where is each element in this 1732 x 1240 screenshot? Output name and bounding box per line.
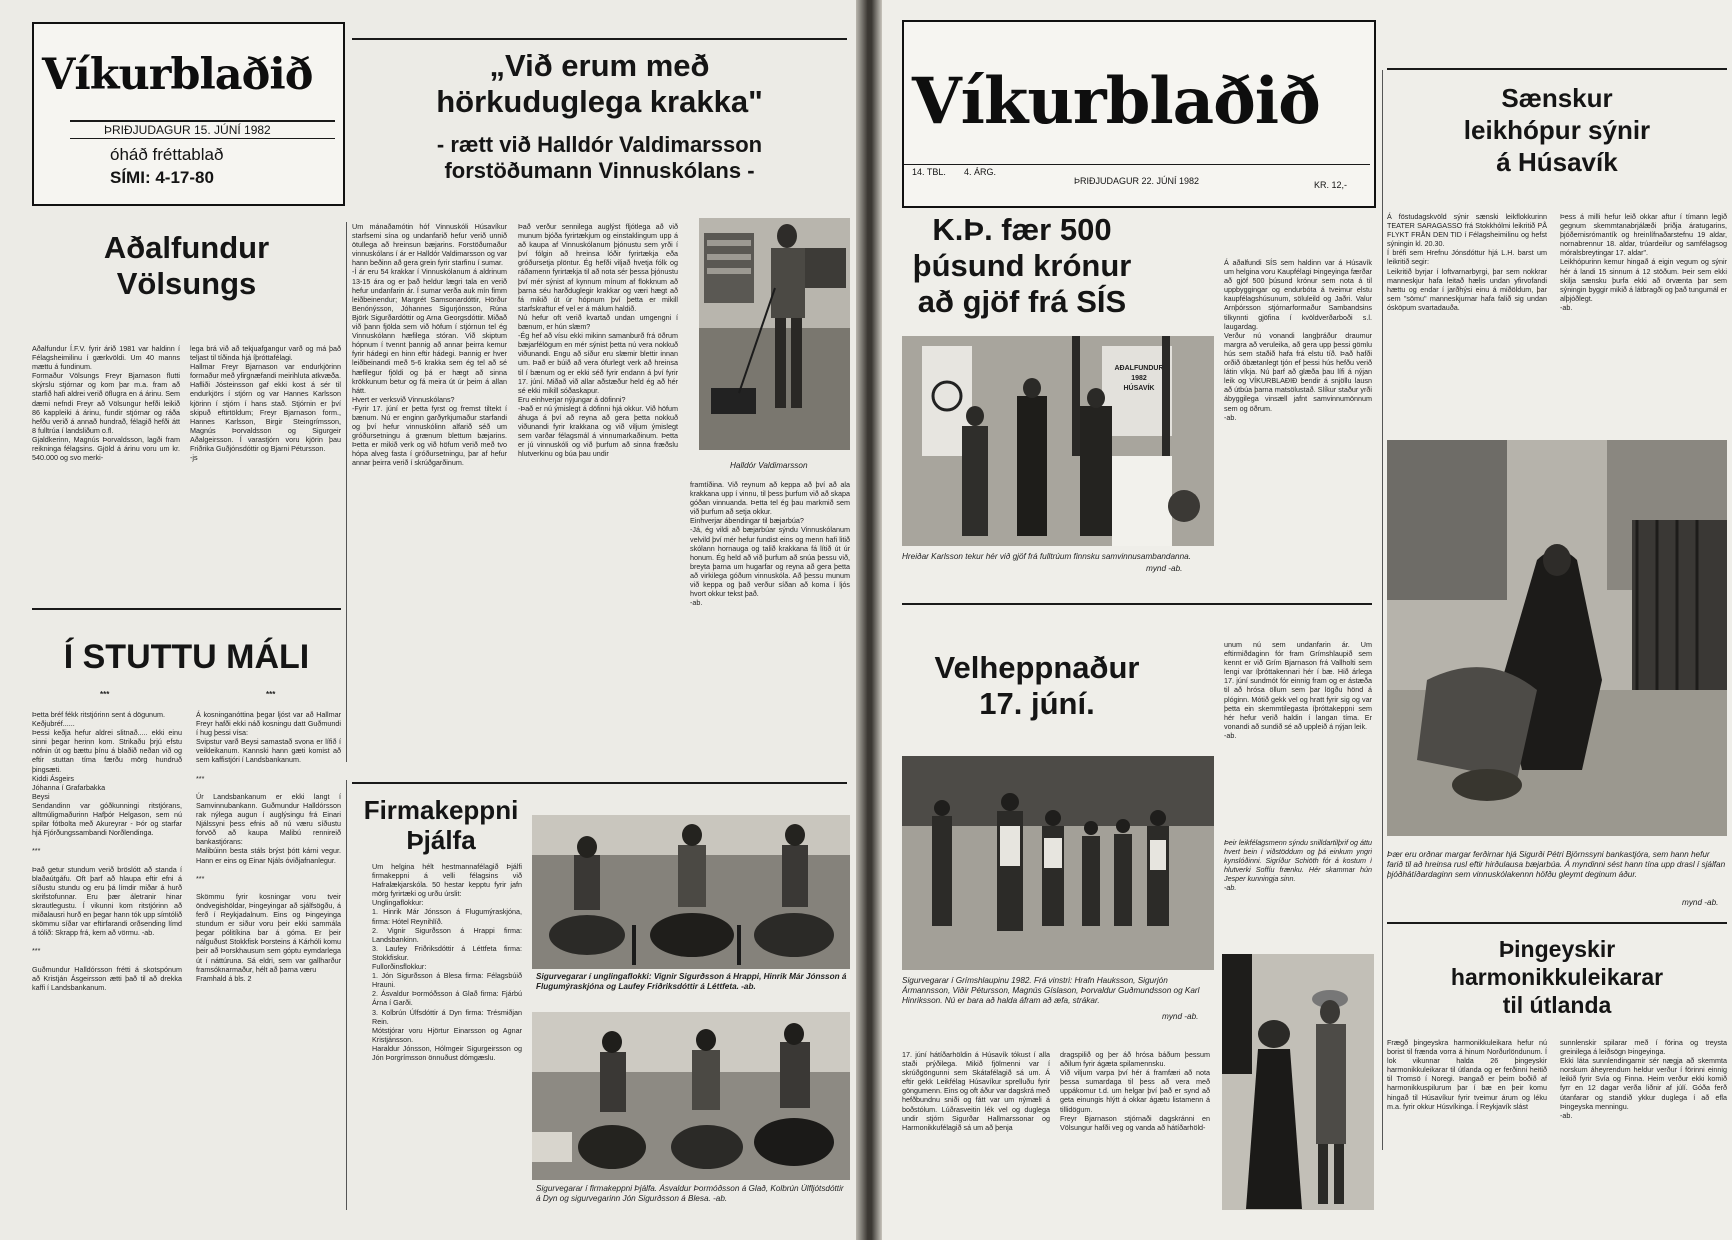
- velheppnadur-col-right-italic: Þeir leikfélagsmenn sýndu snilldartilþrif og áttu hvert bein í viðstöddum og þá einkum yngri kynslóðinni. Sigríður Schiöth fór á kostum í hlutverki Soffíu frænku. Hér skammar hún Jesper kunningja sinn. -ab.: [1224, 838, 1372, 893]
- masthead-right: [902, 20, 1376, 208]
- stutt-stars: ***: [100, 690, 110, 699]
- column-rule: [346, 780, 347, 1210]
- top-rule: [1387, 68, 1727, 70]
- kth-col: Á aðalfundi SÍS sem haldinn var á Húsavík um helgina voru Kaupfélagi Þingeyinga færðar að gjöf 500 þúsund krónur sem nota á til uppbyggingar og endurbóta á tveimur elstu kaupfélagshúsunum, söluleild og Jaðri. Valur Arnþórsson stjórnarformaður Sambandsins tilkynnti gjöfina í kvöldverðarboði s.l. laugardag. Verður nú vonandi langþráður draumur margra að veruleika, að gera upp þessi gömlu hús sem staðið hafa frá elstu tíð. Það hafði orðið óbætanlegt tjón ef þessi hús hefðu verið látin víkja. Nú þarf að glæða þau lífi á nýjan leik og VÍKURBLAÐIÐ bendir á snjöllu lausn að útbúa þarna matsölustað. Slíkur staður yrði ábyggilega vinsæll jafnt samvinnumönnum sem og öðrum. -ab.: [1224, 258, 1372, 422]
- sis-gift-photo: [902, 336, 1214, 546]
- masthead-rule: [70, 120, 335, 122]
- saenskur-headline: Sænskur leikhópur sýnir á Húsavík: [1463, 83, 1651, 177]
- masthead-left: [32, 22, 345, 206]
- harmonikka-headline: Þingeyskir harmonikkuleikarar til útlanda: [1450, 936, 1664, 1018]
- velheppnadur-bottom-col-1: 17. júní hátíðarhöldin á Húsavík tókust í alla staði prýðilega. Mikið fjölmenni var í skrúðgöngunni sem Skátafélagið sá um. Á eftir gekk Leikfélag Húsavíkur sprelluðu fyrir göngumenn. Eins og oft áður var dagskrá með hefðbundnu sniði og fátt var um nýmæli á boðstólum. Lúðrasveitin lék vel og duglega undir stjórn Sigurðar Hallmarssonar og Harmonikkufélagið sá um að þenja: [902, 1050, 1050, 1132]
- spread-gutter: [856, 0, 882, 1240]
- interview-col-3: framtíðina. Við reynum að keppa að því að ala krakkana upp í vinnu, til þess þurfum við að skapa góðan vinnuanda. Þetta tel ég þau markmið sem við þurfum að setja okkur. Einhverjar ábendingar til bæjarbúa? -Já, ég vildi að bæjarbúar sýndu Vinnuskólanum velvild því mér hefur fundist eins og menn hafi litið skólann hornauga og talið krakkana fá lítið út úr honum. Ég held að við þurfum að snúa þessu við, breyta þarna um hugarfar og reyna að gera þetta að virkilega góðum vinnuskóla. Að þessu munum við keppa og það verður síðan að koma í ljós hvort okkur tekst það. -ab.: [690, 480, 850, 608]
- firmakeppni-col: Um helgina hélt hestmannafélagið Þjálfi firmakeppni á velli félagsins við Hafralækjarskóla. 50 hestar kepptu fyrir jafn mörg fyrirtæki og urðu úrslit: Unglingaflokkur: 1. Hinrik Már Jónsson á Flugumýraskjóna, firma: Hótel Reynihlíð. 2. Vignir Sigurðsson á Hrappi firma: Landsbankinn. 3. Laufey Friðriksdóttir á Léttfeta firma: Stokkfiskur. Fullorðinsflokkur: 1. Jón Sigurðsson á Blesa firma: Félagsbúið Hrauni. 2. Ásvaldur Þormóðsson á Glað firma: Fjárbú Árna í Garði. 3. Kolbrún Úlfsdóttir á Dyn firma: Trésmiðjan Rein. Mótstjórar voru Hjörtur Einarsson og Agnar Kristjánsson. Haraldur Jónsson, Hólmgeir Sigurgeirsson og Jón Þorgrímsson önnuðust dómgæslu.: [372, 862, 522, 1062]
- volsungur-col-2: lega brá við að tekjuafgangur varð og má það teljast til tíðinda hjá íþróttafélagi. Hallmar Freyr Bjarnason var endurkjörinn formaður með yfirgnæfandi meirihluta atkvæða. Hafliði Jósteinsson gaf ekki kost á sér til endurkjörs í stjórn og var Hannes Karlsson kjörinn í stjórn í hans stað. Stjórnin er því skipuð eftirtöldum; Freyr Bjarnason form., Hannes Karlsson, Birgir Steingrímsson, Magnús Þorvaldsson og Sigurgeir Aðalgeirsson. Í varastjórn voru kjörin þau Friðrika Guðjónsdóttir og Bjarni Pétursson. -js: [190, 344, 341, 463]
- halldor-photo-caption: Halldór Valdimarsson: [730, 461, 808, 470]
- volsungur-col-1: Aðalfundur Í.F.V. fyrir árið 1981 var haldinn í Félagsheimilinu í gærkvöldi. Um 40 manns mættu á fundinum. Formaður Völsungs Freyr Bjarnason flutti skýrslu stjórnar og kom þar m.a. fram að starfið hafi aldrei verið öflugra en á árinu. Sem dæmi nefndi Freyr að Völsungur hefði leikið 86 kappleiki á árinu, fundir stjórnar og ráða hefðu verið á annað hundrað, félagið hefði átt 8 fulltrúa í landsliðum o.fl. Gjaldkerinn, Magnús Þorvaldsson, lagði fram reikninga félagsins. Gjöld á árinu voru um kr. 540.000 og svo merki-: [32, 344, 180, 463]
- section-rule: [1387, 922, 1727, 924]
- sis-banner-text: AÐALFUNDUR 1982 HÚSAVÍK: [1114, 365, 1164, 392]
- grimshlaup-credit: mynd -ab.: [1162, 1012, 1199, 1021]
- masthead-tagline: óháð fréttablað: [110, 145, 224, 164]
- masthead-phone: SÍMI: 4-17-80: [110, 168, 214, 187]
- interview-col-2: Það verður sennilega auglýst fljótlega að við munum bjóða fyrirtækjum og einstaklingum upp á að kaupa af Vinnuskólanum þjónustu sem yrði í því fólgin að hreinsa lóðir fyrirtækja eða gróðursetja plöntur. Ég hefði viljað hvetja fólk og ráðamenn fyrirtækja til að nota sér þessa þjónustu því mér sýnist af kynnum mínum af flokknum að þarna séu harðduglegir krakkar og væri hægt að fá mikið út úr hópnum því þetta er mikill starfskraftur ef vel er á málum haldið. Nú hefur oft verið kvartað undan umgengni í bænum, er hún slæm? -Ég hef að vísu ekki mikinn samanburð frá öðrum bæjarfélögum en mér sýnist þetta nú vera nokkuð viðunandi. Engu að síður eru slæmir blettir innan um. Það er búið að vera ófurlegt verk að hreinsa til í bænum og er ekki séð fyrir endann á því fyrir 17. júní. Miðað við allar aðstæður held ég að hér sé ekki mikill sóðaskapur. Eru einhverjar nýjungar á döfinni? -Það er nú ýmislegt á döfinni hjá okkur. Við höfum áhuga á því að reyna að gera þetta nokkuð viðunandi fyrir krakkana og við viljum ýmislegt sem varðar félagsmál á vinnumarkaðinum. Þetta er jú vinnuskóli og við þurfum að sinna fræðslu hlutverkinu og búa þau undir: [518, 222, 678, 459]
- bankastjori-caption: Þær eru orðnar margar ferðirnar hjá Sigurði Pétri Björnssyni bankastjóra, sem hann hefur farið til að hreinsa rusl eftir hirðulausa bæjarbúa. Á myndinni sést hann tína upp drasl í sjálfan þjóðhátíðardaginn sem vinnuskólakennn höfðu gleymt deginum áður.: [1387, 850, 1726, 879]
- interview-headline: „Við erum með hörkuduglega krakka": [436, 48, 763, 119]
- kth-headline: K.Þ. fær 500 þúsund krónur að gjöf frá SÍS: [912, 212, 1132, 319]
- masthead-year: 4. ÁRG.: [964, 167, 997, 177]
- velheppnadur-bottom-col-2: dragspilið og þer áð hrósa báðum þessum aðilum fyrir ágæta spilamennsku. Við viljum varpa því hér á framfæri að nota þessa sumardaga til þess að vera með uppákomur t.d. um helgar því það er synd að geta einungis hlýtt á okkar ágætu listamenn á tillidögum. Freyr Bjarnason stjórnaði dagskránni en Völsungur hafði veg og vanda að hátíðarhöld-: [1060, 1050, 1210, 1132]
- stutt-stars: ***: [266, 690, 276, 699]
- harmonikka-col-2: sunnlenskir spilarar með í förina og treysta greinilega á leiðsögn Þingeyinga. Ekki láta sunnlendingarnir sér nægja að skemmta norskum áheyrendum heldur verður í förinni einnig leikið fyrir Svía og Finna. Heim verður ekki komið fyrr en 12 dagar verða liðnir af júlí. Góða ferð útanfarar og standið ykkur duglega í að efla Þingeyska menningu. -ab.: [1560, 1038, 1727, 1120]
- column-rule: [1382, 70, 1383, 1150]
- masthead-logo: Víkurblaðið: [912, 64, 1320, 139]
- column-rule: [346, 222, 347, 762]
- section-rule: [902, 603, 1372, 605]
- velheppnadur-headline: Velheppnaður 17. júní.: [934, 650, 1140, 721]
- bankastjori-credit: mynd -ab.: [1682, 898, 1719, 907]
- firmakeppni-headline: Firmakeppni Þjálfa: [363, 795, 519, 855]
- stutt-col-1: Þetta bréf fékk ritstjórinn sent á dögunum. Keðjubréf...... Þessi keðja hefur aldrei slitnað..... ekki einu sinni þegar herinn kom. Strikaðu þrjú efstu nöfnin út og bættu þínu á blaðið neðan við og eftir stuttan tíma færðu mörg hundruð þingsæti. Kiddi Ásgeirs Jóhanna í Grafarbakka Beysi Sendandinn var góðkunningi ritstjórans, alltmúligmaðurinn Hafþór Helgason, sem nú spilar fótbolta með Akureyrar - Þór og starfar hjá Fjórðungssambandi Norðlendinga. *** Það getur stundum verið bröslótt að standa í blaðaútgáfu. Oft þarf að hlaupa eftir efni á síðustu stundu og eru þá límdir miðar á hurð skrifstofunnar. Eru þær áletranir hinar skrautlegustu. Í vikunni kom ritstjórinn að miðalausri hurð en þegar hann tók upp símtólið skömmu síðar var eftirfarandi orðsending límd á tólið: Skrapp frá, kem að vörmu. -ab. *** Guðmundur Halldórsson frétti á skotspónum að Kristján Ásgeirsson ætti það til að drekka kaffi í Landsbankanum.: [32, 710, 182, 992]
- velheppnadur-col-right: unum nú sem undanfarin ár. Um eftirmiðdaginn fór fram Grímshlaupið sem kennt er við Grím Bjarnason frá Vallholti sem lengi var íþróttakennari hér í bæ. Hið árlega 17. júní sundmót fór einnig fram og er ástæða til að hrósa öllum sem þar lögðu hönd á plóginn. Mótið gekk vel og hratt fyrir sig og var þetta ein skemmtilegasta íþróttakeppni sem hér hefur verið haldin í langan tíma. Er vonandi að sundið sé að uppleið á nýjan leik. -ab.: [1224, 640, 1372, 740]
- riders-photo-2: [532, 1012, 850, 1180]
- interview-col-1: Um mánaðamótin hóf Vinnuskóli Húsavíkur starfsemi sína og undanfarið hefur verið unnið ötullega að hreinsun bæjarins. Forstöðumaður vinnuskólans í ár er Halldór Valdimarsson og var hann beðinn að gera grein fyrir starfinu í sumar. -Í ár eru 54 krakkar í Vinnuskólanum á aldrinum 13-15 ára og er það heldur lægri tala en verið hefur undanfarin ár. Í sumar verða auk mín fimm leiðbeinendur; Margrét Samsonardóttir, Hörður Benónýsson, Jóhannes Sigurjónsson, Rúna Björk Sigurðardóttir og Arna Georgsdóttir. Miðað við þann fjölda sem við höfum í stjórnun tel ég Vinnuskólann hæfilega stóran. Við skiptum hópnum í tvennt þannig að annar þeirra kemur fyrir hádegi en hinn eftir hádegi. Þannig er hver leiðbeinandi með 5-6 krakka sem ég tel að sé hæfilegur fjöldi og þá er hægt að sinna krökkunum betur og fá meira út úr þeim á allan hátt. Hvert er verksvið Vinnuskólans? -Fyrir 17. júní er þetta fyrst og fremst tiltekt í bænum. Nú er enginn garðyrkjumaður starfandi og því hefur vinnuskólinn alfarið séð um gróðursetningu á grænum blettum bæjarins. Þetta er mikið verk og við höfum verið með tvo hópa alveg fasta í gróðursetningu, þar af hefur annar þeirra verið í skrúðgarðinum.: [352, 222, 507, 468]
- masthead-date: ÞRIÐJUDAGUR 22. JÚNÍ 1982: [1074, 176, 1200, 186]
- masthead-date: ÞRIÐJUDAGUR 15. JÚNÍ 1982: [104, 123, 271, 137]
- riders-photo-2-caption: Sigurvegarar í firmakeppni Þjálfa. Ásvaldur Þormóðsson á Glað, Kolbrún Úlfljótsdóttir á Dyn og sigurvegarinn Jón Sigurðsson á Blesa. -ab.: [536, 1184, 844, 1203]
- grimshlaup-photo: [902, 756, 1214, 970]
- grimshlaup-caption: Sigurvegarar í Grímshlaupinu 1982. Frá vinstri: Hrafn Hauksson, Sigurjón Ármannsson, Viðir Pétursson, Magnús Gíslason, Þorvaldur Guðmundsson og Karl Hinriksson. Nú er bara að halda áfram að æfa, strákar.: [902, 976, 1200, 1005]
- masthead-price: KR. 12,-: [1314, 180, 1348, 190]
- sis-gift-caption: Hreiðar Karlsson tekur hér við gjöf frá fulltrúum finnsku samvinnusambandanna.: [902, 552, 1191, 561]
- left-page: [0, 0, 856, 1240]
- volsungur-headline: Aðalfundur Völsungs: [103, 230, 270, 301]
- leikfelag-photo: [1222, 954, 1374, 1210]
- interview-subheadline: - rætt við Halldór Valdimarsson forstöðumann Vinnuskólans -: [436, 132, 763, 183]
- stutt-col-2: Á kosninganóttina þegar ljóst var að Hallmar Freyr hafði ekki náð kosningu datt Guðmundi í hug þessi vísa: Svipstur varð Beysi samastað svona er lífið í veikleikanum. Kannski hann gæti komist að sem kaffistjóri í Landsbankanum. *** Úr Landsbankanum er ekki langt í Samvinnubankann. Guðmundur Halldórsson rak nýlega augun í auglýsingu frá Einari Njálssyni þess efnis að nú væru síðustu forvöð að kaupa Malibú rennireið bankastjórans: Malibúinn besta stáls brýst þótt kárni vegur. Hann er eins og Einar Njáls óviðjafnanlegur. *** Skömmu fyrir kosningar voru tveir öndvegishöldar, Þingeyingar að sjálfsögðu, á ferð í Reykjadalnum. Eins og Þingeyinga stundum er siður voru þeir ekki sammála þegar pólitíkina bar á góma. Er þeir nálguðust Stokkfisk Þorsteins á Kárhóli komu þeir að Þorskhausum sem góptu eymdarlega út í náttúruna. Sá eldri, sem var gallharður framsóknarmaður, hélt að þarna væru Framhald á bls. 2: [196, 710, 341, 983]
- riders-photo-1-caption: Sigurvegarar í unglingaflokki: Vignir Sigurðsson á Hrappi, Hinrik Már Jónsson á Flugumýraskjóna og Laufey Friðriksdóttir á Léttfeta. -ab.: [536, 972, 847, 991]
- bankastjori-photo: [1387, 440, 1727, 836]
- saenskur-col-2: Þess á milli hefur leið okkar aftur í tímann legið gegnum skemmtanabrjálæði þriðja áratugarins, þjóðernisrómantík og hreinlífnaðarstefnu 19 aldar, nornabrennur 18. aldar, trúardeilur og samfélagsog móralsbreytingar 17. aldar". Leikhópurinn kemur hingað á eigin vegum og sýnir hér á landi 15 sinnum á 12 stöðum. Þeir sem ekki skilja sænsku þurfa ekki að örvænta þar sem sýningin byggir mikið á látbragði og það tungumál er alþjóðlegt. -ab.: [1560, 212, 1727, 312]
- section-rule: [352, 782, 847, 784]
- top-rule: [352, 38, 847, 40]
- saenskur-col-1: Á föstudagskvöld sýnir sænski leikflokkurinn TEATER SARAGASSO frá Stokkhólmi leikritið PÅ FLYKT FRÅN DEN TID í Félagsheimilinu og hefst sýningin kl. 20.30. Í bréfi sem Hrefnu Jónsdóttur hjá L.H. barst um leikritið segir: Leikritið byrjar í loftvarnarbyrgi, þar sem nokkrar manneskjur hafa leitað hælis undan yfirvofandi hættu og endar í jarðhýsi einu á miðöldum, þar sem "sömu" manneskjurnar hafa falið sig undan ósköpum svartadauða.: [1387, 212, 1547, 312]
- stutt-headline: Í STUTTU MÁLI: [63, 638, 310, 676]
- masthead-logo: Víkurblaðið: [42, 50, 313, 100]
- right-page: [882, 0, 1732, 1240]
- sis-gift-credit: mynd -ab.: [1146, 564, 1183, 573]
- masthead-rule: [70, 138, 335, 139]
- masthead-issue: 14. TBL.: [912, 167, 946, 177]
- section-rule: [32, 608, 341, 610]
- riders-photo-1: [532, 815, 850, 969]
- halldor-photo: [699, 218, 850, 450]
- harmonikka-col-1: Frægð þingeyskra harmonikkuleikara hefur nú borist til frænda vorra á hinum Norðurlöndunum. Í lok vikunnar halda 26 þingeyskir harmonikkuleikarar til útlanda og er ferðinni heitið til Tromsö í Noregi. Þangað er þeim boðið af harmonikkuspilurum þar í bæ en þeir komu hingað til Húsavíkur fyrir tveimur árum og léku m.a. fyrir okkur Húsvíkinga. Í Reykjavík slást: [1387, 1038, 1547, 1111]
- masthead-rule: [904, 164, 1370, 165]
